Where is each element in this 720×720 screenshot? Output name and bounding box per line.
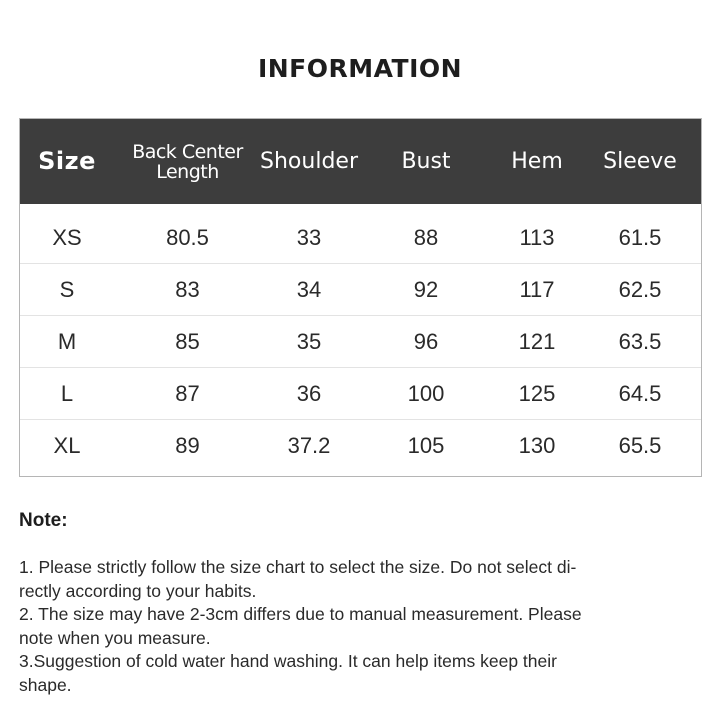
cell-back-center-length: 83 [175, 276, 200, 302]
cell-hem: 113 [519, 224, 555, 250]
note-line: rectly according to your habits. [19, 580, 257, 601]
header-sleeve [579, 119, 701, 204]
cell-sleeve: 64.5 [618, 380, 662, 406]
cell-size: S [59, 276, 75, 302]
header-bust [357, 119, 495, 204]
header-size-label: Size [38, 147, 96, 175]
cell-hem: 117 [519, 276, 555, 302]
header-sleeve-label: Sleeve [603, 149, 677, 174]
cell-bust: 96 [413, 328, 439, 354]
table-row [20, 212, 701, 264]
note-text [19, 556, 679, 697]
table-row [20, 316, 701, 368]
header-shoulder-label: Shoulder [260, 149, 358, 174]
table-row [20, 264, 701, 316]
note-line: 2. The size may have 2-3cm differs due to manual measurement. Please [19, 604, 582, 624]
cell-back-center-length: 89 [175, 433, 200, 458]
cell-hem: 130 [518, 433, 556, 458]
note-line: note when you measure. [19, 627, 211, 648]
cell-back-center-length: 85 [175, 328, 200, 354]
note-line: 3.Suggestion of cold water hand washing. It can help items keep their [19, 651, 557, 671]
cell-shoulder: 34 [296, 276, 322, 302]
cell-size: XS [52, 224, 82, 250]
cell-bust: 92 [413, 276, 439, 302]
header-hem-label: Hem [511, 149, 563, 174]
header-back-center-label-line1: Back Center [132, 140, 243, 163]
cell-bust: 88 [413, 224, 439, 250]
cell-size: L [60, 380, 74, 406]
cell-back-center-length: 87 [175, 380, 200, 406]
cell-shoulder: 33 [296, 224, 322, 250]
header-back-center-length [114, 119, 261, 204]
page-title: INFORMATION [257, 54, 463, 83]
cell-back-center-length: 80.5 [166, 224, 209, 250]
cell-sleeve: 61.5 [618, 224, 662, 250]
header-back-center-label-line2: Length [156, 160, 219, 183]
cell-hem: 121 [518, 328, 556, 354]
cell-size: XL [53, 433, 81, 458]
cell-hem: 125 [518, 380, 556, 406]
cell-sleeve: 62.5 [618, 276, 662, 302]
cell-shoulder: 35 [296, 328, 322, 354]
cell-sleeve: 65.5 [618, 433, 662, 458]
header-bust-label: Bust [401, 149, 451, 174]
table-body [20, 204, 701, 472]
cell-shoulder: 37.2 [287, 433, 331, 458]
table-row [20, 368, 701, 420]
header-shoulder [261, 119, 357, 204]
table-row [20, 420, 701, 472]
note-heading: Note: [19, 510, 68, 531]
table-header-row [20, 119, 701, 204]
size-chart-table [19, 118, 702, 477]
cell-bust: 105 [407, 433, 445, 458]
header-size [20, 119, 114, 204]
note-line: shape. [19, 674, 72, 695]
cell-shoulder: 36 [296, 380, 322, 406]
cell-bust: 100 [407, 380, 445, 406]
cell-size: M [57, 328, 77, 354]
header-hem [495, 119, 579, 204]
cell-sleeve: 63.5 [618, 328, 662, 354]
note-line: 1. Please strictly follow the size chart to select the size. Do not select di- [19, 557, 577, 577]
